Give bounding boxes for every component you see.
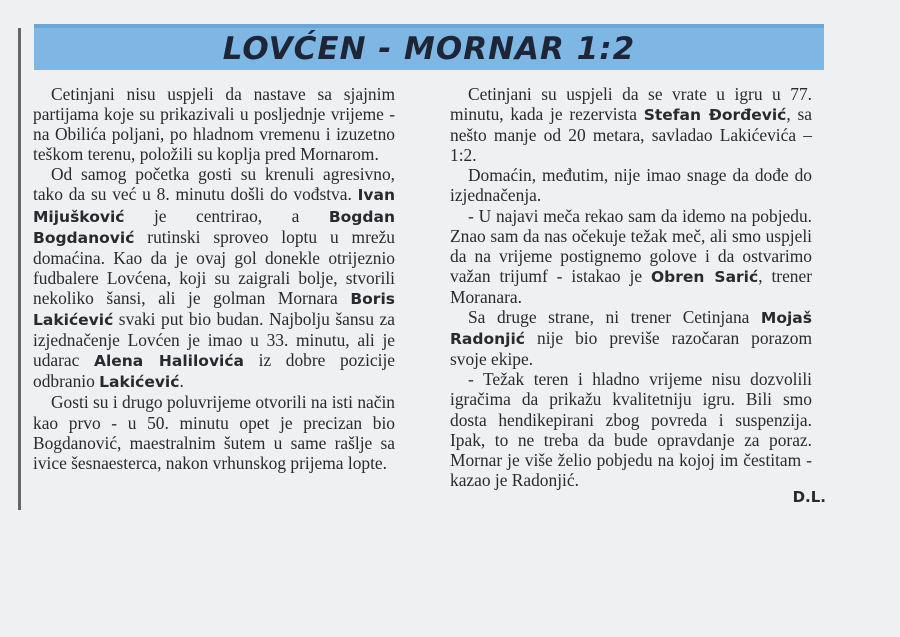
paragraph-text: Cetinjani nisu uspjeli da nastave sa sjajnim partijama koje su prikazivali u posljednje vrijeme - na Obilića poljani, po hladnom vremenu i izuzetno teškom terenu, položili su koplja pred Mornarom. [33,84,395,165]
paragraph-text: rutinski sproveo loptu u mrežu domaćina. Kao da je ovaj gol donekle otrijeznio fudbalere Lovćena, koji su zaigrali bolje, stvorili nekoliko šansi, ali je golman Mornara [33,226,395,308]
paragraph-text: , sa nešto manje od 20 metara, savladao Lakićevića – 1:2. [450,104,812,166]
person-name: Obren Sarić [651,267,759,286]
paragraph-text: je centrirao, a [124,205,329,226]
article-paragraph [33,392,395,472]
paragraph-text: Domaćin, međutim, nije imao snage da dođe do izjednačenja. [450,165,812,206]
article-paragraph [33,164,395,392]
article-headline: LOVĆEN - MORNAR 1:2 [222,31,636,67]
article-paragraph [450,206,812,307]
headline-bar-top-stripe [34,24,824,28]
article-column-right [450,84,812,490]
person-name: Mojaš Radonjić [450,309,812,349]
paragraph-text: iz dobre pozicije odbranio [33,350,396,392]
paragraph-text: svaki put bio budan. Najbolju šansu za izjednačenje Lovćen je imao u 33. minutu, ali je udarac [33,309,395,371]
article-paragraph [450,84,812,165]
headline-bar [34,24,824,70]
author-signature: D.L. [792,488,826,506]
paragraph-text: Cetinjani su uspjeli da se vrate u igru u 77. minutu, kada je rezervista [450,84,812,125]
article-paragraph [450,369,812,490]
article-column-left [33,84,395,473]
article-paragraph [33,84,395,164]
article-paragraph [450,307,812,369]
paragraph-text: Od samog početka gosti su krenuli agresivno, tako da su već u 8. minutu došli do vođstva. [33,164,395,205]
person-name: Boris Lakićević [33,289,395,330]
paragraph-text: - Težak teren i hladno vrijeme nisu dozvolili igračima da prikažu kvalitetniju igru. Bili smo dosta hendikepirani zbog povreda i suspenzija. Ipak, to ne treba da bude opravdanje za poraz. Mornar je više želio pobjedu na kojoj im čestitam - kazao je Radonjić. [450,369,812,490]
person-name: Bogdan Bogdanović [33,207,395,247]
news-clipping [18,14,826,506]
paragraph-text: nije bio previše razočaran porazom svoje ekipe. [450,328,812,370]
paragraph-text: Sa druge strane, ni trener Cetinjana [468,307,761,328]
paragraph-text: - U najavi meča rekao sam da idemo na pobjedu. Znao sam da nas očekuje težak meč, ali smo uspjeli da na vrijeme postignemo golove i da ostvarimo važan trijumf - istakao je [450,205,812,286]
person-name: Lakićević [99,373,180,392]
person-name: Alena Halilovića [93,352,245,371]
paragraph-text: , trener Moranara. [450,265,812,307]
person-name: Stefan Đorđević [643,106,787,125]
article-paragraph [450,165,812,205]
paragraph-text: Gosti su i drugo poluvrijeme otvorili na isti način kao prvo - u 50. minutu opet je precizan bio Bogdanović, maestralnim šutem u same rašlje sa ivice šesnaesterca, nakon vrhunskog prijema lopte. [33,392,395,473]
paragraph-text: . [179,371,184,392]
person-name: Ivan Mijušković [33,186,395,226]
column-rule [18,28,21,510]
